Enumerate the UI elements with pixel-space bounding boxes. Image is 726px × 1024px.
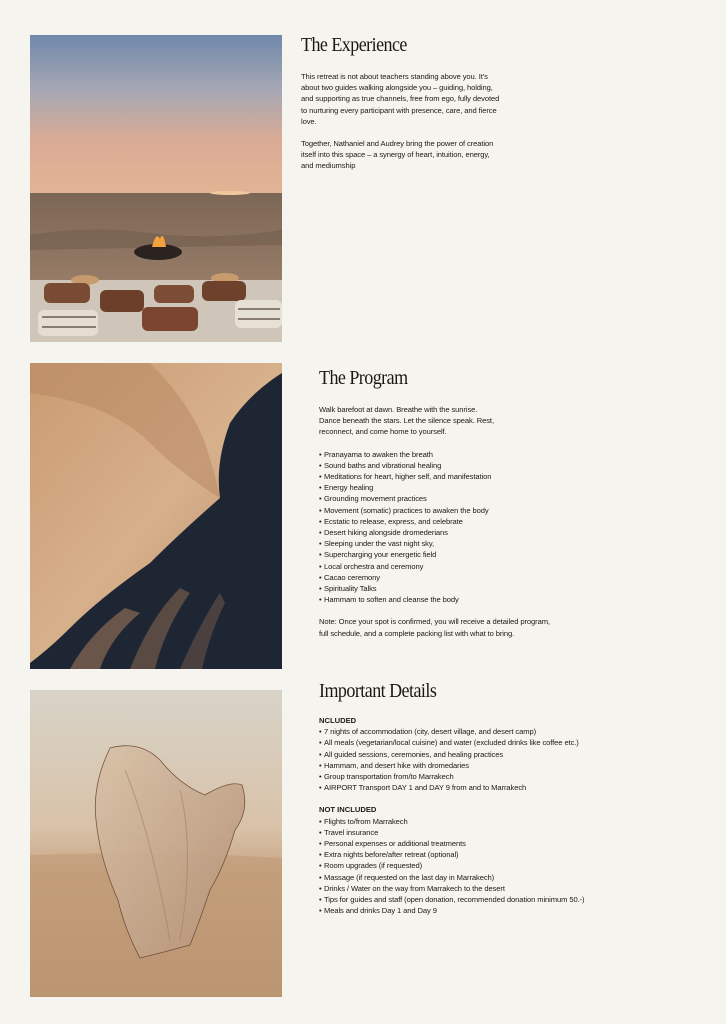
desert-campfire-photo (30, 35, 282, 342)
list-item: • Sleeping under the vast night sky, (319, 538, 609, 549)
list-item: • Spirituality Talks (319, 583, 609, 594)
list-item: • 7 nights of accommodation (city, desert village, and desert camp) (319, 726, 639, 737)
list-item: • Ecstatic to release, express, and celebrate (319, 516, 609, 527)
experience-paragraph-2 (301, 138, 541, 172)
list-item: • Hammam to soften and cleanse the body (319, 594, 609, 605)
list-item: • Massage (if requested on the last day in Marrakech) (319, 872, 639, 883)
details-section (319, 680, 639, 916)
line: Note: Once your spot is confirmed, you will receive a detailed program, (319, 617, 550, 627)
program-section (319, 367, 609, 639)
list-item: • Local orchestra and ceremony (319, 561, 609, 572)
list-item: • Movement (somatic) practices to awaken the body (319, 505, 609, 516)
list-item: • Pranayama to awaken the breath (319, 449, 609, 460)
line: Together, Nathaniel and Audrey bring the power of creation (301, 139, 494, 149)
list-item: • Hammam, and desert hike with dromedaries (319, 760, 639, 771)
line: Dance beneath the stars. Let the silence speak. Rest, (319, 416, 494, 426)
line: reconnect, and come home to yourself. (319, 427, 447, 437)
list-item: • Meditations for heart, higher self, and manifestation (319, 471, 609, 482)
program-list (319, 449, 609, 606)
sand-dune-photo (30, 363, 282, 669)
list-item: • Travel insurance (319, 827, 639, 838)
list-item: • Room upgrades (if requested) (319, 860, 639, 871)
details-title: Important Details (319, 680, 437, 702)
list-item: • Meals and drinks Day 1 and Day 9 (319, 905, 639, 916)
line: to nurturing every participant with presence, care, and fierce (301, 105, 497, 115)
line: and mediumship (301, 161, 356, 171)
experience-section (301, 34, 541, 172)
list-item: • Desert hiking alongside dromederians (319, 527, 609, 538)
flowing-fabric-desert-photo (30, 690, 282, 997)
list-item: • Sound baths and vibrational healing (319, 460, 609, 471)
line: itself into this space – a synergy of heart, intuition, energy, (301, 150, 490, 160)
list-item: • Grounding movement practices (319, 493, 609, 504)
list-item: • All meals (vegetarian/local cuisine) and water (excluded drinks like coffee etc.) (319, 737, 639, 748)
program-title: The Program (319, 367, 408, 389)
list-item: • Extra nights before/after retreat (optional) (319, 849, 639, 860)
line: about two guides walking alongside you – guiding, holding, (301, 83, 493, 93)
list-item: • Drinks / Water on the way from Marrakech to the desert (319, 883, 639, 894)
program-note (319, 616, 609, 638)
not-included-list (319, 816, 639, 917)
list-item: • Cacao ceremony (319, 572, 609, 583)
list-item: • Flights to/from Marrakech (319, 816, 639, 827)
program-intro (319, 404, 609, 438)
list-item: • Tips for guides and staff (open donation, recommended donation minimum 50.-) (319, 894, 639, 905)
experience-title: The Experience (301, 34, 407, 56)
line: full schedule, and a complete packing list with what to bring. (319, 628, 515, 638)
list-item: • All guided sessions, ceremonies, and healing practices (319, 749, 639, 760)
list-item: • AIRPORT Transport DAY 1 and DAY 9 from and to Marrakech (319, 782, 639, 793)
line: Walk barefoot at dawn. Breathe with the sunrise. (319, 405, 478, 414)
line: and supporting as true channels, free from ego, fully devoted (301, 94, 500, 104)
list-item: • Energy healing (319, 482, 609, 493)
line: This retreat is not about teachers standing above you. It's (301, 72, 488, 81)
line: love. (301, 116, 317, 126)
list-item: • Supercharging your energetic field (319, 549, 609, 560)
list-item: • Group transportation from/to Marrakech (319, 771, 639, 782)
experience-paragraph-1 (301, 71, 541, 127)
not-included-heading: NOT INCLUDED (319, 805, 377, 815)
included-list (319, 726, 639, 793)
included-heading: NCLUDED (319, 716, 357, 725)
list-item: • Personal expenses or additional treatments (319, 838, 639, 849)
